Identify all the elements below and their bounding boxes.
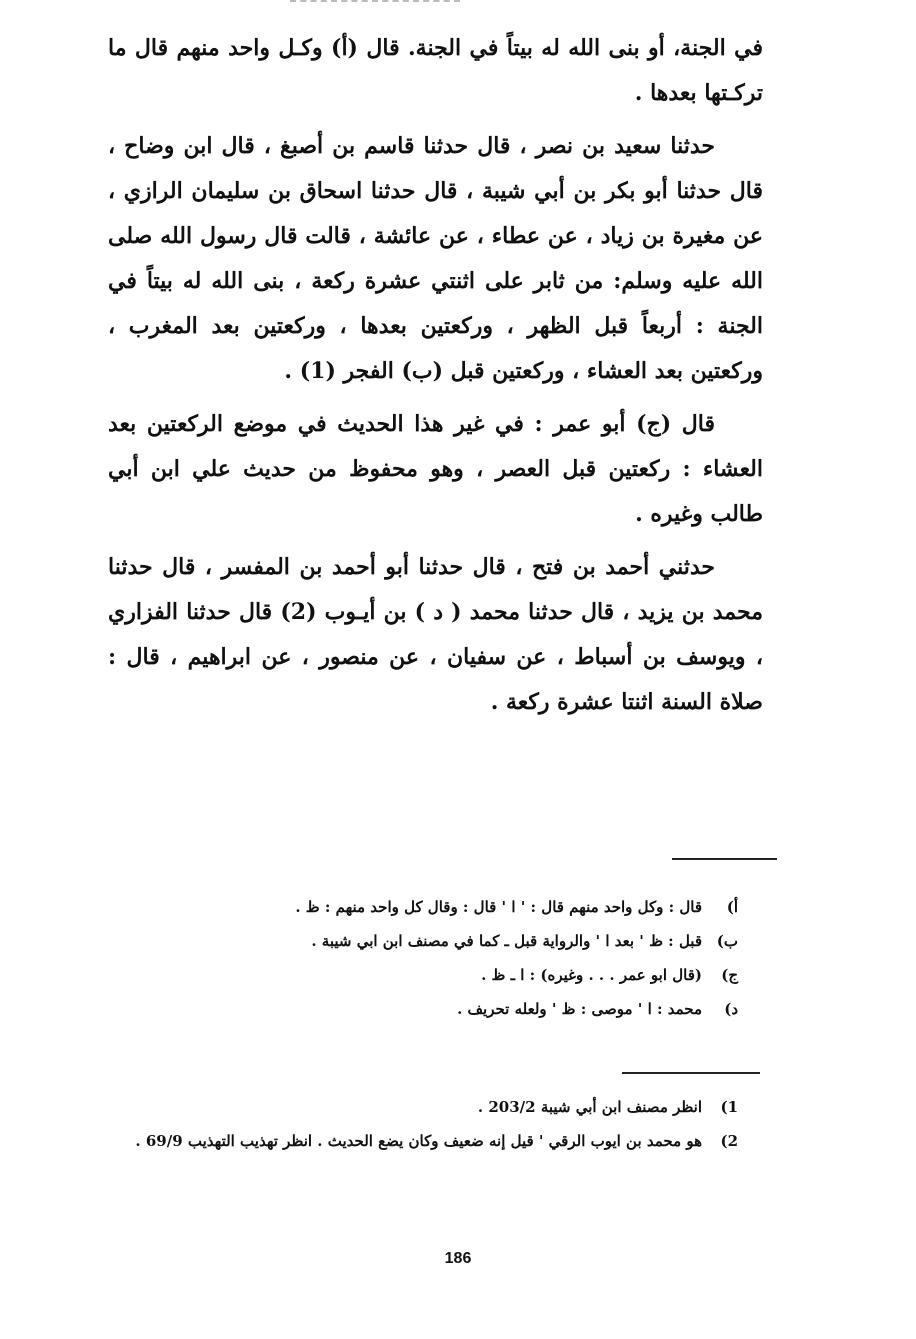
reference-note-text: هو محمد بن ايوب الرقي ' قيل إنه ضعيف وكان يضع الحديث . انظر تهذيب التهذيب 69/9 . (135, 1132, 702, 1150)
variant-note-marker: د) (724, 1000, 738, 1018)
page-number: 186 (444, 1250, 472, 1267)
body-paragraph-1: في الجنة، أو بنى الله له بيتاً في الجنة. قال (أ) وكـل واحد منهم قال ما تركـتها بعدها . (108, 35, 763, 106)
variant-note-b (118, 924, 738, 958)
reference-note-marker: 2) (720, 1132, 738, 1150)
variant-note-marker: أ) (726, 898, 738, 916)
reference-note-1 (118, 1090, 738, 1124)
variant-note-a (118, 890, 738, 924)
reference-note-2 (118, 1124, 738, 1158)
variant-footnotes (118, 890, 738, 1026)
main-text (108, 26, 763, 725)
variant-note-text: قبل : ظ ' بعد ا ' والرواية قبل ـ كما في مصنف ابن ابي شيبة . (311, 932, 702, 950)
variant-note-d (118, 992, 738, 1026)
variant-note-text: (قال ابو عمر . . . وغيره) : ا ـ ظ . (481, 966, 702, 984)
footnote-divider-variants (672, 858, 777, 860)
reference-note-marker: 1) (720, 1098, 738, 1116)
variant-note-j (118, 958, 738, 992)
top-edge-rule (290, 0, 460, 5)
body-paragraph-2: حدثنا سعيد بن نصر ، قال حدثنا قاسم بن أصبغ ، قال ابن وضاح ، قال حدثنا أبو بكر بن أبي شيبة ، قال حدثنا اسحاق بن سليمان الرازي ، عن مغيرة بن زياد ، عن عطاء ، عن عائشة ، قالت قال رسول الله صلى الله عليه وسلم: من ثابر على اثنتي عشرة ركعة ، بنى الله له بيتاً في الجنة : أربعاً قبل الظهر ، وركعتين بعدها ، وركعتين بعد المغرب ، وركعتين بعد العشاء ، وركعتين قبل (ب) الفجر (1) . (108, 133, 763, 384)
body-paragraph-4: حدثني أحمد بن فتح ، قال حدثنا أبو أحمد بن المفسر ، قال حدثنا محمد بن يزيد ، قال حدثنا محمد ( د ) بن أيـوب (2) قال حدثنا الفزاري ، ويوسف بن أسباط ، عن سفيان ، عن منصور ، عن ابراهيم ، قال : صلاة السنة اثنتا عشرة ركعة . (108, 554, 763, 715)
variant-note-marker: ب) (716, 932, 738, 950)
reference-footnotes (118, 1090, 738, 1158)
variant-note-marker: ج) (721, 966, 738, 984)
footnote-divider-references (622, 1072, 760, 1074)
body-paragraph-3: قال (ج) أبو عمر : في غير هذا الحديث في موضع الركعتين بعد العشاء : ركعتين قبل العصر ، وهو محفوظ من حديث علي ابن أبي طالب وغيره . (108, 411, 763, 527)
variant-note-text: قال : وكل واحد منهم قال : ' ا ' قال : وقال كل واحد منهم : ظ . (295, 898, 702, 916)
reference-note-text: انظر مصنف ابن أبي شيبة 203/2 . (477, 1098, 702, 1116)
variant-note-text: محمد : ا ' موصى : ظ ' ولعله تحريف . (457, 1000, 702, 1018)
